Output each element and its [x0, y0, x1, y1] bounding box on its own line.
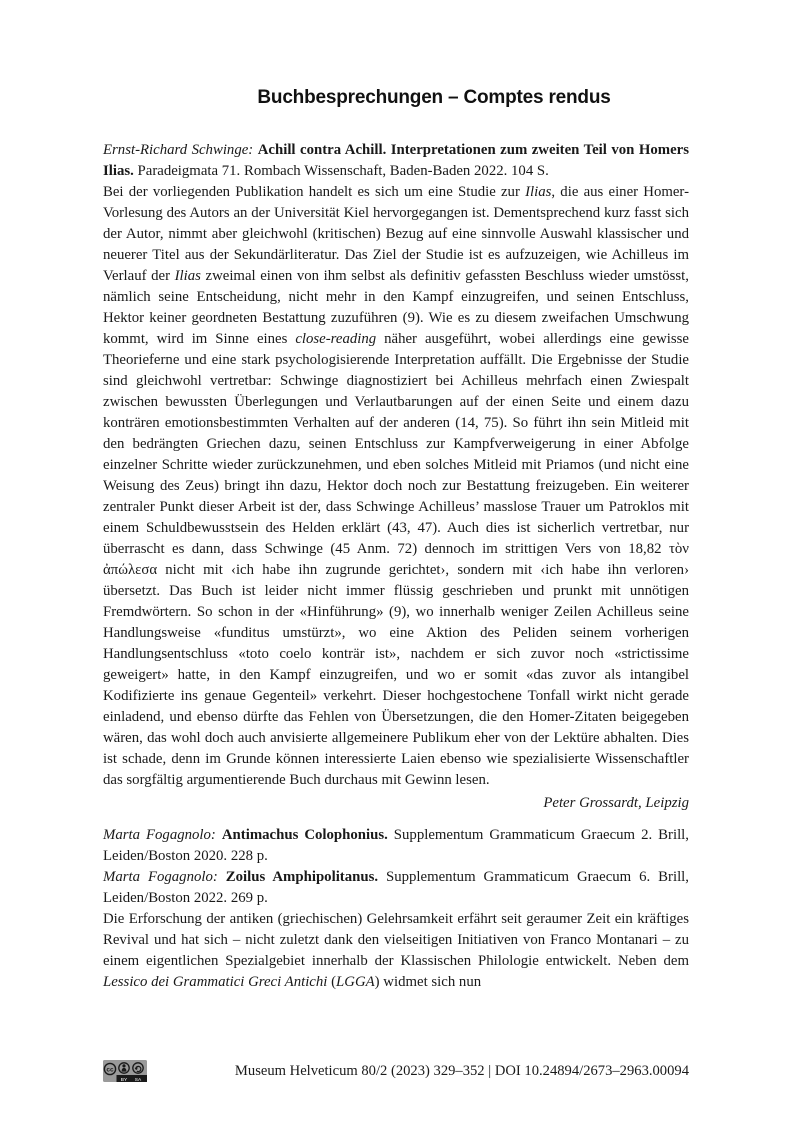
review-bibliographic-heading: Ernst-Richard Schwinge: Achill contra Achill. Interpretationen zum zweiten Teil von Homers Ilias. Paradeigmata 71. Rombach Wissenschaft, Baden-Baden 2022. 104 S. [103, 142, 690, 179]
sa-label: SA [134, 1077, 142, 1082]
page-title: Buchbesprechungen – Comptes rendus [257, 87, 611, 108]
review-fogagnolo [103, 825, 689, 993]
svg-text:cc: cc [106, 1066, 114, 1074]
review-body-text: Die Erforschung der antiken (griechischen) Gelehrsamkeit erfährt seit geraumer Zeit ein kräftiges Revival und hat sich – nicht zuletzt dank den vielseitigen Initiativen von Franco Montanari – zu einem eigentlichen Spezialgebiet innerhalb der Klassischen Philologie entwickelt. Neben dem Lessico dei Grammatici Greci Antichi (LGGA) widmet sich nun [103, 911, 689, 990]
review-bibliographic-heading: Marta Fogagnolo: Antimachus Colophonius. Supplementum Grammaticum Graecum 2. Brill, Leiden/Boston 2020. 228 p. [103, 827, 689, 864]
review-bibliographic-heading: Marta Fogagnolo: Zoilus Amphipolitanus. Supplementum Grammaticum Graecum 6. Brill, Leiden/Boston 2022. 269 p. [103, 869, 689, 906]
page-footer [103, 1060, 689, 1082]
cc-by-sa-license-icon[interactable] [103, 1060, 147, 1082]
by-label: BY [120, 1077, 128, 1082]
review-schwinge [103, 140, 689, 814]
text-column [103, 0, 689, 993]
journal-citation: Museum Helveticum 80/2 (2023) 329–352 | DOI 10.24894/2673–2963.00094 [234, 1063, 689, 1079]
reviewer-signature: Peter Grossardt, Leipzig [543, 795, 689, 811]
review-body-text: Bei der vorliegenden Publikation handelt es sich um eine Studie zur Ilias, die aus einer Homer-Vorlesung des Autors an der Universität Kiel hervorgegangen ist. Dementsprechend kurz fasst sich der Autor, nimmt aber gleichwohl (kritischen) Bezug auf eine sinnvolle Auswahl klassischer und neuerer Titel aus der Sekundärliteratur. Das Ziel der Studie ist es aufzuzeigen, wie Achilleus im Verlauf der Ilias zweimal einen von ihm selbst als definitiv gefassten Beschluss wieder umstösst, nämlich seine Entscheidung, nicht mehr in den Kampf einzugreifen, und seinen Entschluss, Hektor keiner geordneten Bestattung zuzuführen (9). Wie es zu diesem zweifachen Umschwung kommt, wird im Sinne eines close-reading näher ausgeführt, wobei allerdings eine gewisse Theorieferne und eine stark psychologisierende Interpretation auffällt. Die Ergebnisse der Studie sind gleichwohl vertretbar: Schwinge diagnostiziert bei Achilleus mehrfach einen Zwiespalt zwischen bewussten Überlegungen und Verlautbarungen auf der einen Seite und einem dazu konträren emotionsbestimmten Verhalten auf der anderen (14, 75). So führt ihn sein Mitleid mit den bedrängten Griechen dazu, seinen Entschluss zur Kampfverweigerung in einer Abfolge einzelner Schritte wieder zurückzunehmen, und eben solches Mitleid mit Priamos (und nicht eine Weisung des Zeus) bringt ihn dazu, Hektor doch noch zur Bestattung freizugeben. Ein weiterer zentraler Punkt dieser Arbeit ist der, dass Schwinge Achilleus’ masslose Trauer um Patroklos mit einem Schuldbewusstsein des Helden erklärt (43, 47). Auch dies ist sicherlich vertretbar, nur überrascht es dann, dass Schwinge (45 Anm. 72) dennoch im strittigen Vers von 18,82 τὸν ἀπώλεσα nicht mit ‹ich habe ihn zugrunde gerichtet›, sondern mit ‹ich habe ihn verloren› übersetzt. Das Buch ist leider nicht immer flüssig geschrieben und prunkt mit unnötigen Fremdwörtern. So schon in der «Hinführung» (9), wo innerhalb weniger Zeilen Achilleus seine Handlungsweise «funditus umstürzt», wo eine Aktion des Peliden seinem vorherigen Handlungsentschluss «toto coelo konträr ist», nachdem er sich zuvor noch «strictissime geweigert» hatte, in den Kampf einzugreifen, und wo er somit «das zuvor als intangibel Kodifizierte ins genaue Gegenteil» verkehrt. Dieser hochgestochene Tonfall wirkt nicht gerade einladend, und ebenso dürfte das Fehlen von Übersetzungen, die den Homer-Zitaten beigegeben wären, das wohl doch auch anvisierte allgemeinere Publikum eher von der Lektüre abhalten. Dies ist schade, denn im Grunde können interessierte Laien ebenso wie spezialisierte Wissenschaftler das sorgfältig argumentierende Buch durchaus mit Gewinn lesen. [103, 184, 689, 788]
